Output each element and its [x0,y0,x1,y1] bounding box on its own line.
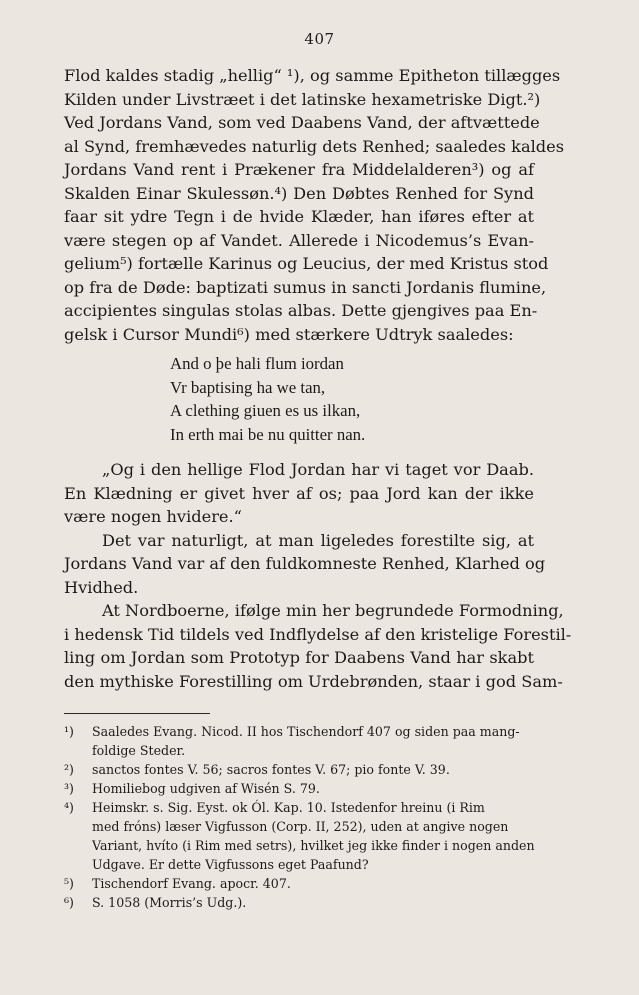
footnotes [64,722,534,912]
paragraph-4 [64,599,572,693]
text-line: At Nordboerne, ifølge min her begrundede Formodning, [102,601,564,620]
footnote-number: ⁴) [64,800,74,815]
footnote-line: Udgave. Er dette Vigfussons eget Paafund? [92,857,369,872]
text-line: være stegen op af Vandet. Allerede i Nicodemus’s Evan- [64,230,534,250]
text-line: accipientes singulas stolas albas. Dette gjengives paa En- [64,301,538,320]
text-line: være nogen hvidere.“ [64,507,242,526]
text-line: Jordans Vand var af den fuldkomneste Renhed, Klarhed og [64,554,546,573]
text-line: Kilden under Livstræet i det latinske hexametriske Digt.²) [64,89,541,109]
footnote-line: sanctos fontes V. 56; sacros fontes V. 67; pio fonte V. 39. [92,762,450,777]
text-line: al Synd, fremhævedes naturlig dets Renhed; saaledes kaldes [64,136,565,156]
footnote-number: ⁵) [64,876,74,891]
footnote-line: Saaledes Evang. Nicod. II hos Tischendorf 407 og siden paa mang- [92,724,520,739]
footnote [64,779,534,798]
footnote-divider [64,713,210,714]
body-text [64,64,572,693]
text-line: Hvidhed. [64,577,139,597]
text-line: Det var naturligt, at man ligeledes forestilte sig, at [102,530,534,550]
footnote-line: Heimskr. s. Sig. Eyst. ok Ól. Kap. 10. Istedenfor hreinu (i Rim [92,800,485,815]
footnote-number: ²) [64,762,74,777]
footnote-line: Tischendorf Evang. apocr. 407. [92,876,291,891]
text-line: Skalden Einar Skulessøn.⁴) Den Døbtes Renhed for Synd [64,183,534,203]
text-line: den mythiske Forestilling om Urdebrønden, staar i god Sam- [64,671,563,691]
text-line: gelsk i Cursor Mundi⁶) med stærkere Udtryk saaledes: [64,324,514,344]
text-line: Ved Jordans Vand, som ved Daabens Vand, der aftvættede [64,113,540,132]
footnote-line: med fróns) læser Vigfusson (Corp. II, 252), uden at angive nogen [92,819,509,834]
footnote-line: S. 1058 (Morris’s Udg.). [92,895,247,910]
footnote-number: ⁶) [64,895,74,910]
paragraph-2 [64,458,534,529]
text-line: gelium⁵) fortælle Karinus og Leucius, der med Kristus stod [64,254,549,273]
paragraph-1 [64,64,565,346]
footnote-number: ¹) [64,724,74,739]
footnote [64,760,534,779]
footnote-line: Variant, hvíto (i Rim med setrs), hvilket jeg ikke finder i nogen anden [92,838,535,853]
page-number: 407 [304,30,335,48]
footnote [64,722,534,760]
text-line: „Og i den hellige Flod Jordan har vi taget vor Daab. [102,460,534,479]
footnote [64,893,534,912]
verse-line: And o þe hali flum iordan [170,354,344,373]
text-line: faar sit ydre Tegn i de hvide Klæder, han iføres efter at [64,207,534,226]
verse-line: Vr baptising ha we tan, [170,377,326,397]
verse-line: A clething giuen es us ilkan, [170,401,361,420]
footnote-line: Homiliebog udgiven af Wisén S. 79. [92,781,320,796]
text-line: Flod kaldes stadig „hellig“ ¹), og samme Epitheton tillægges [64,66,561,85]
verse-quote [64,352,534,446]
text-line: En Klædning er givet hver af os; paa Jord kan der ikke [64,483,534,503]
footnote-number: ³) [64,781,74,796]
text-line: op fra de Døde: baptizati sumus in sancti Jordanis flumine, [64,277,547,297]
footnote [64,798,534,874]
paragraph-3 [64,529,546,600]
text-line: i hedensk Tid tildels ved Indflydelse af den kristelige Forestil- [64,624,572,644]
verse-line: In erth mai be nu quitter nan. [170,424,366,444]
text-line: Jordans Vand rent i Prækener fra Middelalderen³) og af [64,160,534,179]
footnote [64,874,534,893]
footnote-line: foldige Steder. [92,743,186,758]
text-line: ling om Jordan som Prototyp for Daabens Vand har skabt [64,648,534,667]
